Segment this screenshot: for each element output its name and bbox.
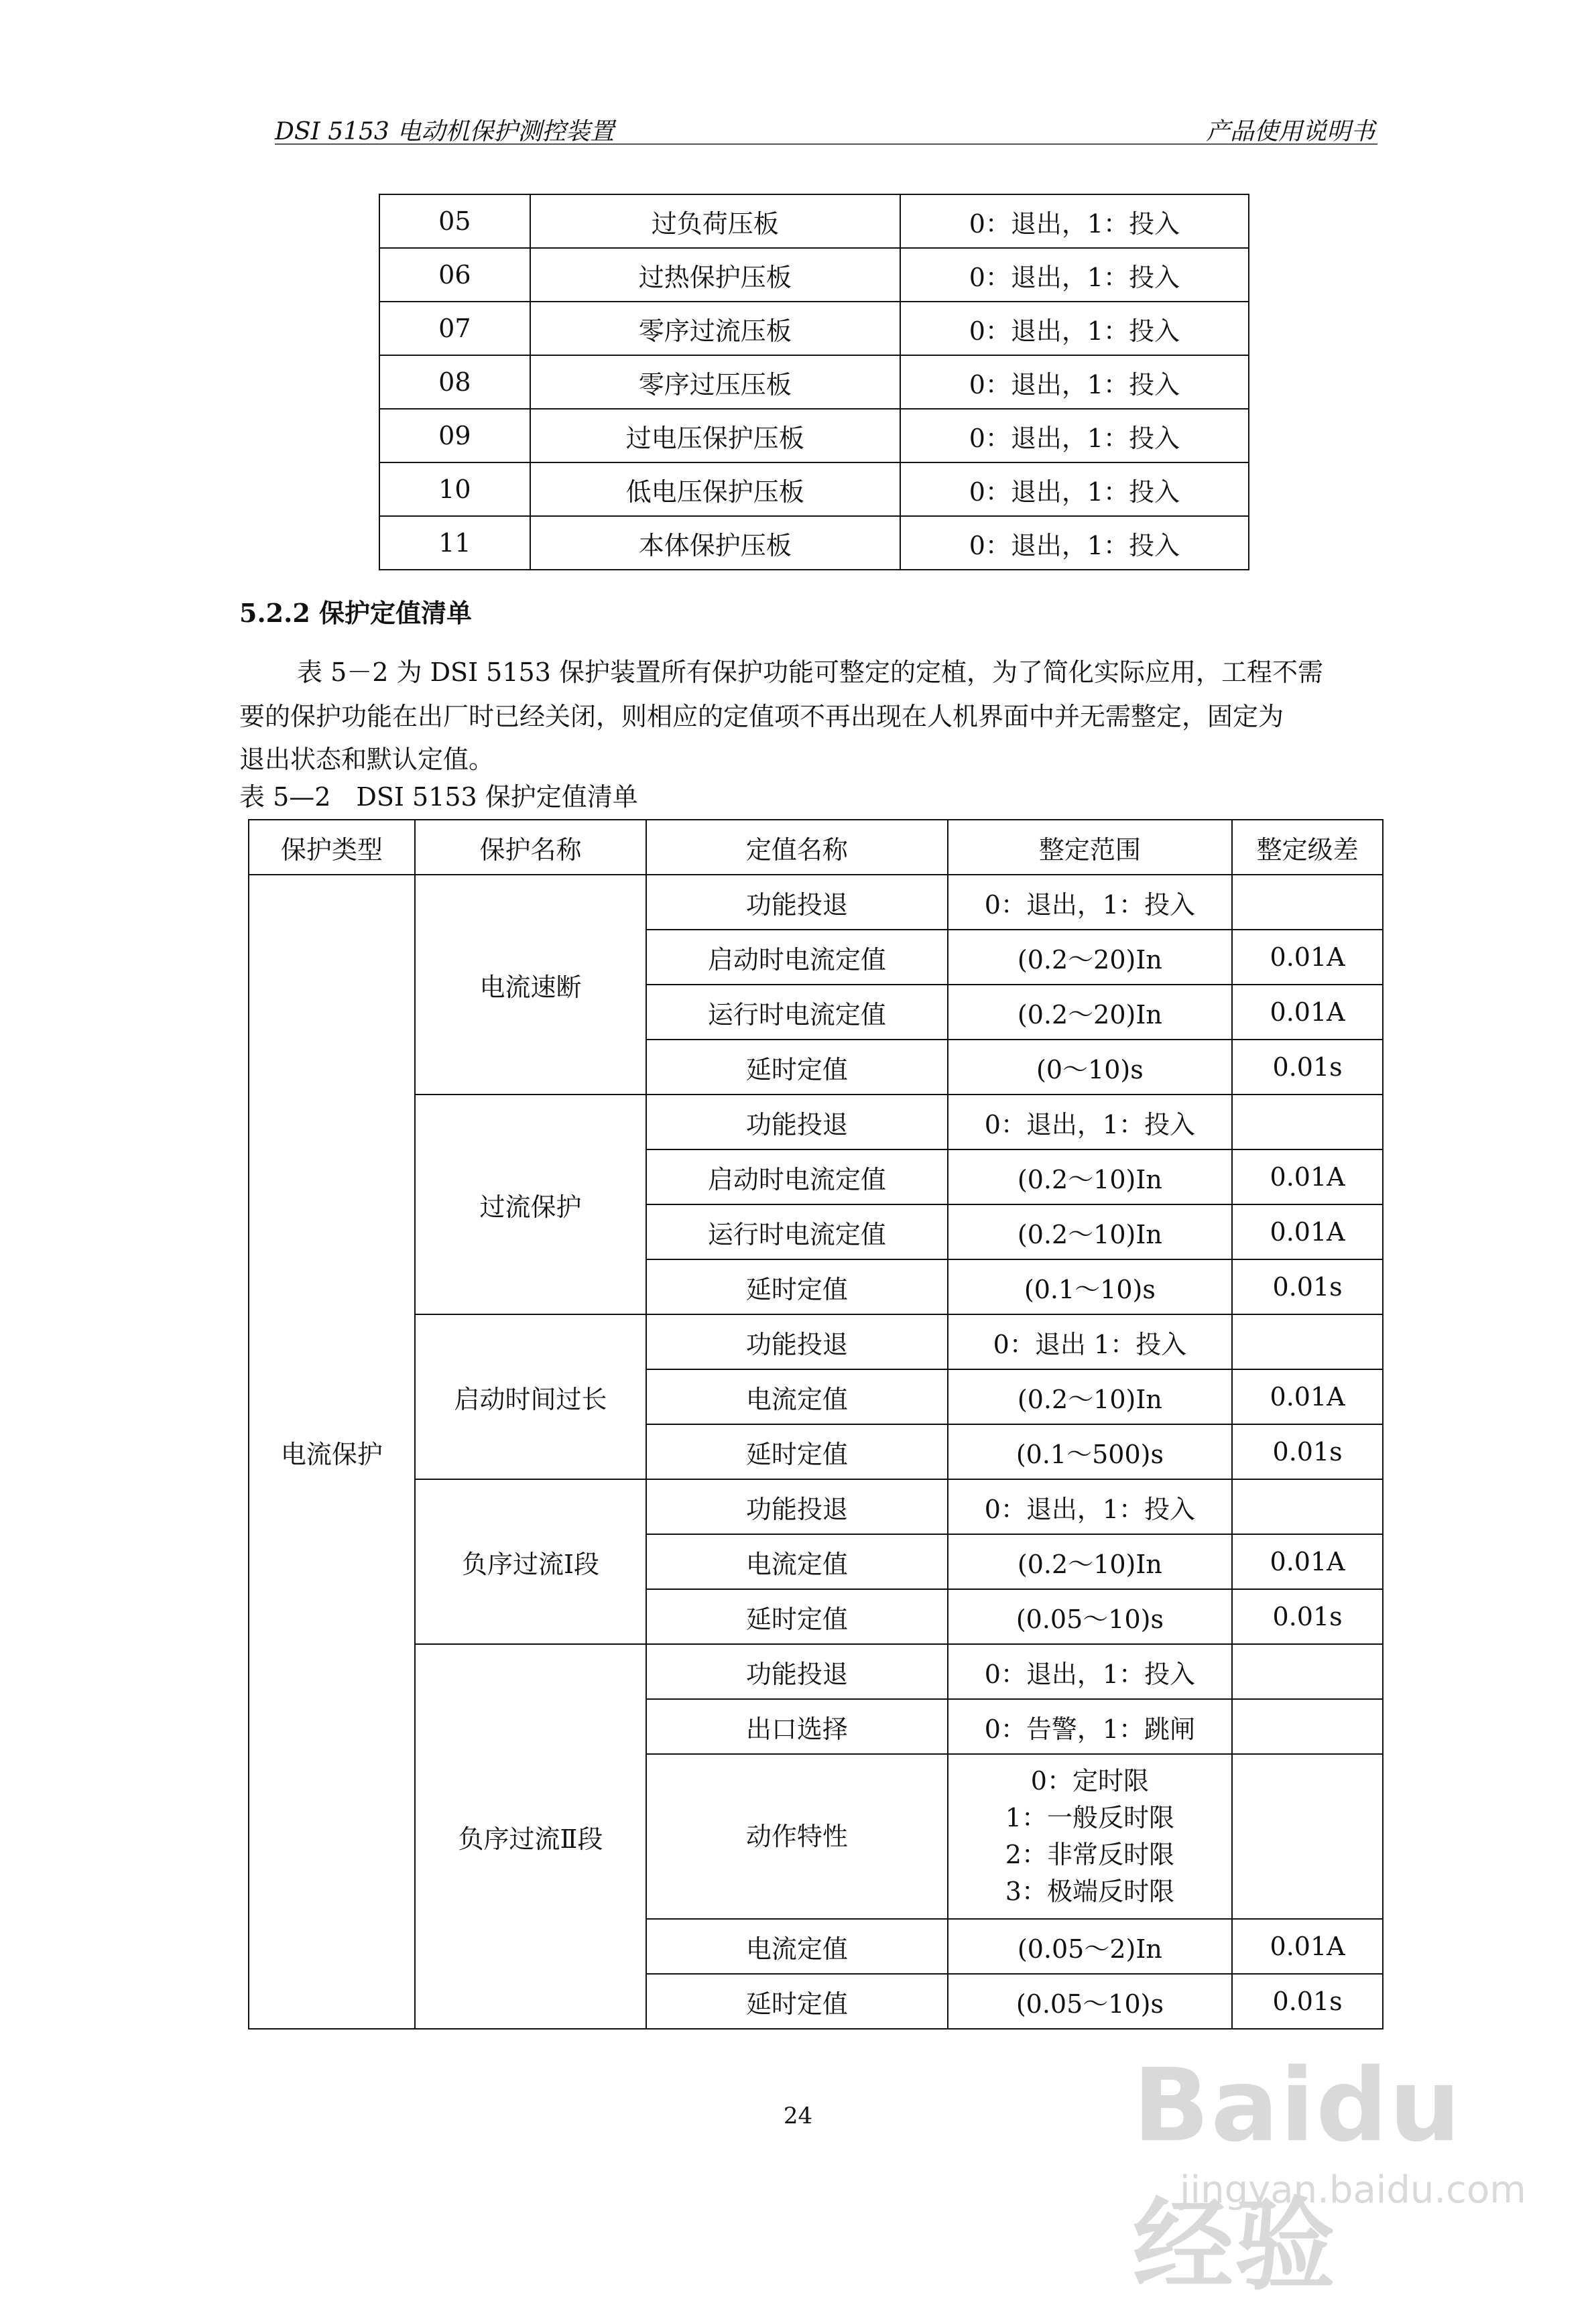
setting-range: (0.2～20)In xyxy=(948,930,1233,985)
table-row xyxy=(379,409,1249,462)
setting-name: 出口选择 xyxy=(646,1699,947,1754)
setting-range: (0.2～10)In xyxy=(948,1204,1233,1259)
setting-name: 功能投退 xyxy=(646,1314,947,1369)
row-number: 05 xyxy=(379,194,530,248)
header-doc-type: 产品使用说明书 xyxy=(1205,118,1375,145)
paragraph-line-2: 要的保护功能在出厂时已经关闭，则相应的定值项不再出现在人机界面中并无需整定，固定为 xyxy=(239,702,1284,731)
plate-value: 0：退出，1：投入 xyxy=(900,516,1249,570)
setting-step: 0.01A xyxy=(1232,985,1383,1040)
plate-name: 过电压保护压板 xyxy=(530,409,900,462)
column-header: 定值名称 xyxy=(646,820,947,875)
enable-plate-table xyxy=(379,194,1249,570)
row-number: 08 xyxy=(379,355,530,409)
paragraph-line-3: 退出状态和默认定值。 xyxy=(239,745,495,774)
setting-step: 0.01A xyxy=(1232,1919,1383,1974)
setting-step: 0.01s xyxy=(1232,1259,1383,1314)
setting-step: 0.01s xyxy=(1232,1424,1383,1479)
setting-name: 延时定值 xyxy=(646,1974,947,2029)
plate-name: 本体保护压板 xyxy=(530,516,900,570)
action-characteristic-options xyxy=(948,1754,1233,1919)
plate-value: 0：退出，1：投入 xyxy=(900,302,1249,355)
table-row xyxy=(249,1479,1383,1534)
protection-type-cell: 电流保护 xyxy=(249,875,415,2029)
paragraph-line-1: 表 5－2 为 DSI 5153 保护装置所有保护功能可整定的定植，为了简化实际应用，工程不需 xyxy=(297,658,1323,687)
setting-name: 启动时电流定值 xyxy=(646,1149,947,1204)
row-number: 11 xyxy=(379,516,530,570)
setting-name: 电流定值 xyxy=(646,1369,947,1424)
table-caption: 表 5—2 DSI 5153 保护定值清单 xyxy=(239,782,638,812)
setting-list-table xyxy=(248,819,1384,2030)
setting-name: 启动时电流定值 xyxy=(646,930,947,985)
setting-name: 延时定值 xyxy=(646,1040,947,1095)
column-header: 整定级差 xyxy=(1232,820,1383,875)
setting-name: 延时定值 xyxy=(646,1589,947,1644)
table-row xyxy=(379,462,1249,516)
setting-step xyxy=(1232,1754,1383,1919)
option-line: 2：非常反时限 xyxy=(1005,1840,1174,1869)
option-line: 3：极端反时限 xyxy=(1005,1877,1174,1906)
setting-name: 运行时电流定值 xyxy=(646,985,947,1040)
setting-name: 动作特性 xyxy=(646,1754,947,1919)
setting-name: 延时定值 xyxy=(646,1424,947,1479)
plate-value: 0：退出，1：投入 xyxy=(900,409,1249,462)
setting-step xyxy=(1232,1095,1383,1149)
plate-value: 0：退出，1：投入 xyxy=(900,355,1249,409)
setting-range: (0.05～10)s xyxy=(948,1974,1233,2029)
setting-name: 功能投退 xyxy=(646,1479,947,1534)
plate-value: 0：退出，1：投入 xyxy=(900,462,1249,516)
table-header-row xyxy=(249,820,1383,875)
setting-step: 0.01A xyxy=(1232,1204,1383,1259)
watermark-url: jingyan.baidu.com xyxy=(1180,2168,1526,2212)
setting-range: (0.2～10)In xyxy=(948,1149,1233,1204)
setting-range: (0.2～20)In xyxy=(948,985,1233,1040)
page-number: 24 xyxy=(783,2103,813,2129)
plate-name: 过热保护压板 xyxy=(530,248,900,302)
setting-range: 0：退出，1：投入 xyxy=(948,875,1233,930)
protection-name-cell: 负序过流Ⅰ段 xyxy=(415,1479,647,1644)
setting-range: (0.1～500)s xyxy=(948,1424,1233,1479)
setting-name: 功能投退 xyxy=(646,1644,947,1699)
option-line: 0：定时限 xyxy=(1030,1766,1149,1796)
table-row xyxy=(249,1644,1383,1699)
header-doc-title: DSI 5153 电动机保护测控装置 xyxy=(275,118,615,145)
row-number: 07 xyxy=(379,302,530,355)
setting-name: 功能投退 xyxy=(646,1095,947,1149)
column-header: 保护类型 xyxy=(249,820,415,875)
setting-range: 0：退出，1：投入 xyxy=(948,1095,1233,1149)
setting-name: 延时定值 xyxy=(646,1259,947,1314)
protection-name-cell: 启动时间过长 xyxy=(415,1314,647,1479)
setting-range: 0：退出 1：投入 xyxy=(948,1314,1233,1369)
setting-step xyxy=(1232,1699,1383,1754)
column-header: 整定范围 xyxy=(948,820,1233,875)
header-rule xyxy=(275,143,1377,145)
setting-step: 0.01s xyxy=(1232,1974,1383,2029)
setting-range: (0.2～10)In xyxy=(948,1534,1233,1589)
setting-step xyxy=(1232,1644,1383,1699)
plate-value: 0：退出，1：投入 xyxy=(900,194,1249,248)
row-number: 10 xyxy=(379,462,530,516)
setting-range: 0：退出，1：投入 xyxy=(948,1479,1233,1534)
setting-step: 0.01A xyxy=(1232,1369,1383,1424)
setting-name: 运行时电流定值 xyxy=(646,1204,947,1259)
plate-name: 零序过流压板 xyxy=(530,302,900,355)
plate-name: 零序过压压板 xyxy=(530,355,900,409)
setting-step: 0.01A xyxy=(1232,1534,1383,1589)
table-row xyxy=(249,1314,1383,1369)
setting-step xyxy=(1232,875,1383,930)
setting-step xyxy=(1232,1314,1383,1369)
setting-name: 电流定值 xyxy=(646,1534,947,1589)
section-heading: 5.2.2 保护定值清单 xyxy=(239,598,473,628)
setting-range: 0：告警，1：跳闸 xyxy=(948,1699,1233,1754)
column-header: 保护名称 xyxy=(415,820,647,875)
table-row xyxy=(379,248,1249,302)
setting-range: (0.1～10)s xyxy=(948,1259,1233,1314)
protection-name-cell: 过流保护 xyxy=(415,1095,647,1314)
setting-step xyxy=(1232,1479,1383,1534)
setting-range: (0.05～10)s xyxy=(948,1589,1233,1644)
plate-value: 0：退出，1：投入 xyxy=(900,248,1249,302)
row-number: 06 xyxy=(379,248,530,302)
plate-name: 过负荷压板 xyxy=(530,194,900,248)
setting-range: (0～10)s xyxy=(948,1040,1233,1095)
setting-range: 0：退出，1：投入 xyxy=(948,1644,1233,1699)
table-row xyxy=(379,194,1249,248)
row-number: 09 xyxy=(379,409,530,462)
protection-name-cell: 负序过流Ⅱ段 xyxy=(415,1644,647,2029)
setting-step: 0.01A xyxy=(1232,1149,1383,1204)
table-row xyxy=(249,1095,1383,1149)
table-row xyxy=(379,516,1249,570)
baidu-watermark xyxy=(1133,2048,1526,2304)
table-row xyxy=(379,355,1249,409)
setting-step: 0.01A xyxy=(1232,930,1383,985)
setting-step: 0.01s xyxy=(1232,1589,1383,1644)
setting-range: (0.2～10)In xyxy=(948,1369,1233,1424)
table-row xyxy=(379,302,1249,355)
table-row xyxy=(249,875,1383,930)
protection-name-cell: 电流速断 xyxy=(415,875,647,1095)
setting-name: 电流定值 xyxy=(646,1919,947,1974)
option-line: 1：一般反时限 xyxy=(1005,1803,1174,1832)
watermark-logo: Baidu经验 xyxy=(1133,2048,1463,2304)
plate-name: 低电压保护压板 xyxy=(530,462,900,516)
setting-name: 功能投退 xyxy=(646,875,947,930)
setting-range: (0.05～2)In xyxy=(948,1919,1233,1974)
setting-step: 0.01s xyxy=(1232,1040,1383,1095)
